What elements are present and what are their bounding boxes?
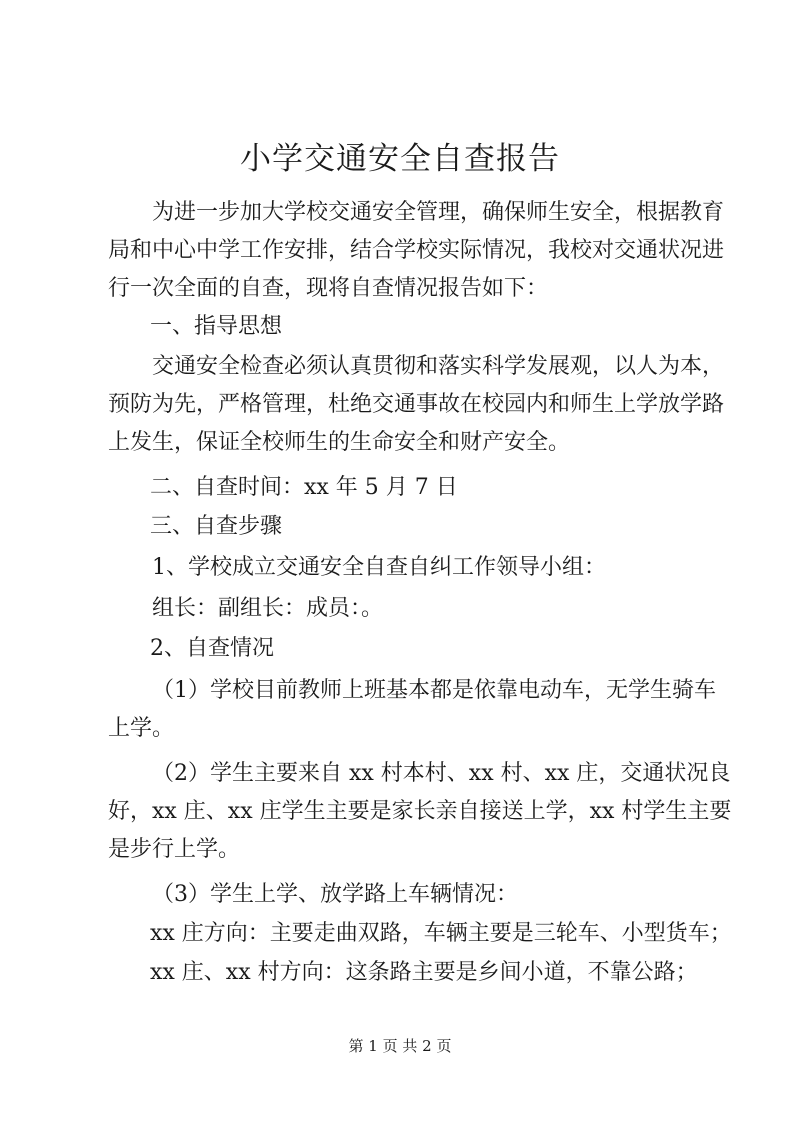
paragraph-line: [0, 707, 800, 751]
line-text: 预防为先，严格管理，杜绝交通事故在校园内和师生上学放学路: [108, 392, 725, 417]
document-title: 小学交通安全自查报告: [240, 141, 560, 177]
line-text: 为进一步加大学校交通安全管理，确保师生安全，根据教育: [152, 200, 725, 225]
line-text: 好，xx 庄、xx 庄学生主要是家长亲自接送上学，xx 村学生主要: [108, 799, 732, 824]
line-text: 上发生，保证全校师生的生命安全和财产安全。: [108, 430, 571, 455]
paragraph-line: [0, 828, 800, 872]
line-text: xx 庄方向：主要走曲双路，车辆主要是三轮车、小型货车；: [150, 921, 732, 946]
line-text: 2、自查情况: [150, 636, 274, 661]
line-text: （3）学生上学、放学路上车辆情况：: [152, 882, 518, 907]
paragraph-line: [0, 873, 800, 917]
line-text: （1）学校目前教师上班基本都是依靠电动车，无学生骑车: [152, 678, 716, 703]
line-text: 1、学校成立交通安全自查自纠工作领导小组：: [152, 555, 606, 580]
line-text: 是步行上学。: [108, 837, 241, 862]
section-heading: [0, 505, 800, 549]
line-text: 上学。: [108, 716, 175, 741]
line-text: 二、自查时间：xx 年 5 月 7 日: [150, 475, 458, 500]
line-text: 局和中心中学工作安排，结合学校实际情况，我校对交通状况进: [108, 238, 725, 263]
section-heading: [0, 627, 800, 671]
line-text: （2）学生主要来自 xx 村本村、xx 村、xx 庄，交通状况良: [152, 761, 731, 786]
line-text: 交通安全检查必须认真贯彻和落实科学发展观，以人为本，: [152, 354, 725, 379]
section-heading: [0, 466, 800, 510]
paragraph-line: [0, 912, 800, 956]
paragraph-line: [0, 587, 800, 631]
page-number-footer: 第 1 页 共 2 页: [348, 1037, 452, 1055]
paragraph-line: [0, 951, 800, 995]
paragraph-line: [0, 546, 800, 590]
section-heading: [0, 305, 800, 349]
line-text: 一、指导思想: [150, 314, 283, 339]
paragraph-line: [0, 421, 800, 465]
line-text: 行一次全面的自查，现将自查情况报告如下：: [108, 276, 549, 301]
line-text: 组长：副组长：成员：。: [152, 596, 384, 621]
line-text: 三、自查步骤: [150, 514, 283, 539]
line-text: xx 庄、xx 村方向：这条路主要是乡间小道，不靠公路；: [150, 960, 698, 985]
